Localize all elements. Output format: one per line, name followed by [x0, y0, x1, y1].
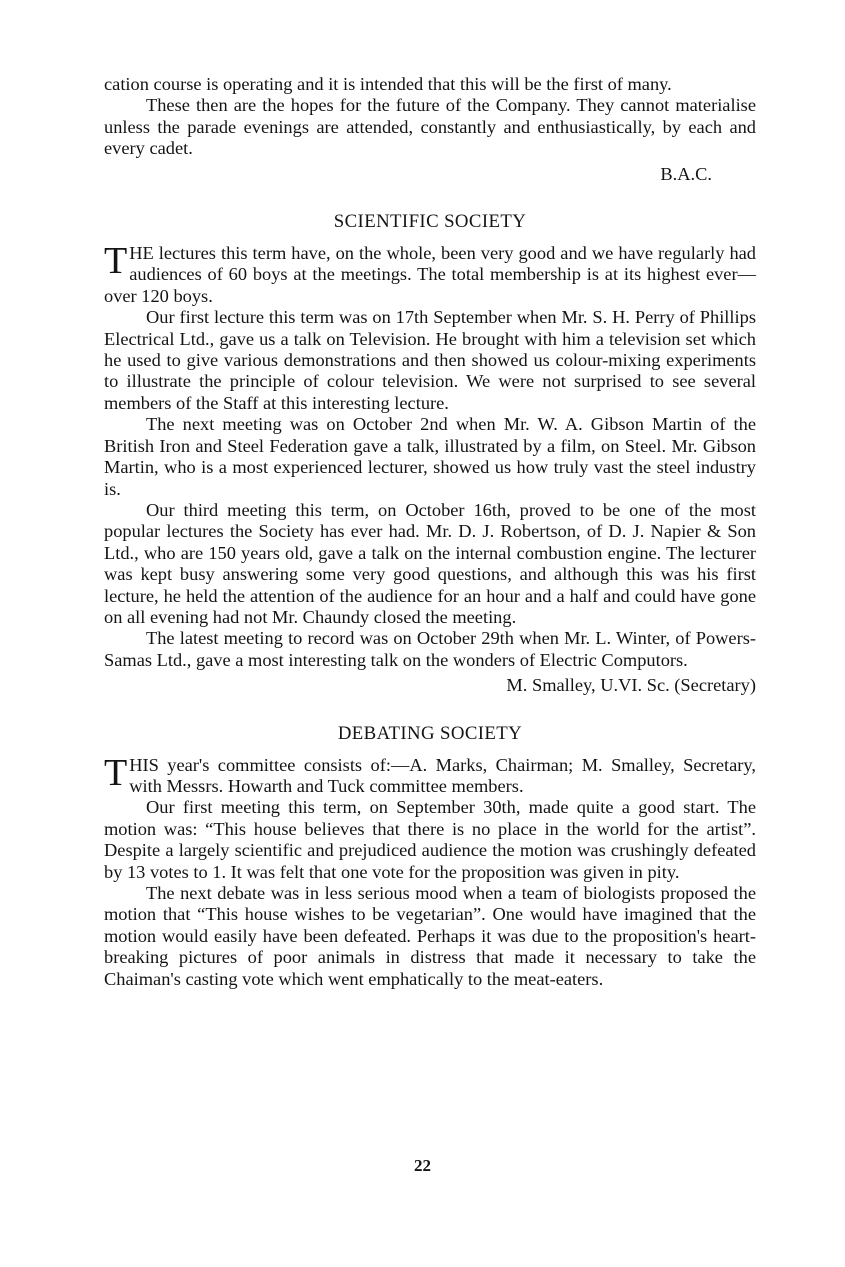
scientific-society-section	[104, 211, 756, 697]
paragraph: The next meeting was on October 2nd when Mr. W. A. Gibson Martin of the British Iron and Steel Federation gave a talk, illustrated by a film, on Steel. Mr. Gibson Martin, who is a most experienced lecturer, showed us how truly vast the steel industry is.	[104, 414, 756, 499]
paragraph	[104, 240, 756, 307]
paragraph: The latest meeting to record was on October 29th when Mr. L. Winter, of Powers-Samas Ltd., gave a most interesting talk on the wonders of Electric Computors.	[104, 628, 756, 670]
paragraph-text: HE lectures this term have, on the whole, been very good and we have regularly had audiences of 60 boys at the meetings. The total membership is at its highest ever—over 120 boys.	[104, 243, 756, 306]
drop-cap: T	[104, 240, 128, 283]
signature: M. Smalley, U.VI. Sc. (Secretary)	[506, 675, 756, 696]
signature: B.A.C.	[660, 163, 712, 184]
paragraph: These then are the hopes for the future of the Company. They cannot materialise unless the parade evenings are attended, constantly and enthusiastically, by each and every cadet.	[104, 95, 756, 159]
debating-society-section	[104, 723, 756, 990]
text-column	[104, 74, 756, 990]
paragraph: Our first lecture this term was on 17th September when Mr. S. H. Perry of Phillips Electrical Ltd., gave us a talk on Television. He brought with him a television set which he used to give various demonstrations and then showed us colour-mixing experiments to illustrate the principle of colour television. We were not surprised to see several members of the Staff at this interesting lecture.	[104, 307, 756, 413]
paragraph	[104, 751, 756, 798]
paragraph: Our first meeting this term, on September 30th, made quite a good start. The motion was: “This house believes that there is no place in the world for the artist”. Despite a largely scientific and prejudiced audience the motion was crushingly defeated by 13 votes to 1. It was felt that one vote for the proposition was given in pity.	[104, 797, 756, 882]
page-number: 22	[414, 1156, 431, 1175]
section-heading: SCIENTIFIC SOCIETY	[333, 211, 527, 233]
paragraph: cation course is operating and it is intended that this will be the first of many.	[104, 74, 672, 94]
section-heading: DEBATING SOCIETY	[337, 722, 523, 744]
paragraph: Our third meeting this term, on October 16th, proved to be one of the most popular lectures the Society has ever had. Mr. D. J. Robertson, of D. J. Napier & Son Ltd., who are 150 years old, gave a talk on the internal combustion engine. The lecturer was kept busy answering some very good questions, and although this was his first lecture, he held the attention of the audience for an hour and a half and could have gone on all evening had not Mr. Chaundy closed the meeting.	[104, 499, 756, 627]
paragraph-text: HIS year's committee consists of:—A. Marks, Chairman; M. Smalley, Secretary, with Messrs. Howarth and Tuck committee members.	[129, 754, 756, 796]
cadet-company-conclusion	[104, 74, 756, 185]
paragraph: The next debate was in less serious mood when a team of biologists proposed the motion that “This house wishes to be vegetarian”. One would have imagined that the motion would easily have been defeated. Perhaps it was due to the proposition's heart-breaking pictures of poor animals in distress that made it necessary to take the Chaiman's casting vote which went emphatically to the meat-eaters.	[104, 883, 756, 989]
drop-cap: T	[104, 751, 128, 794]
